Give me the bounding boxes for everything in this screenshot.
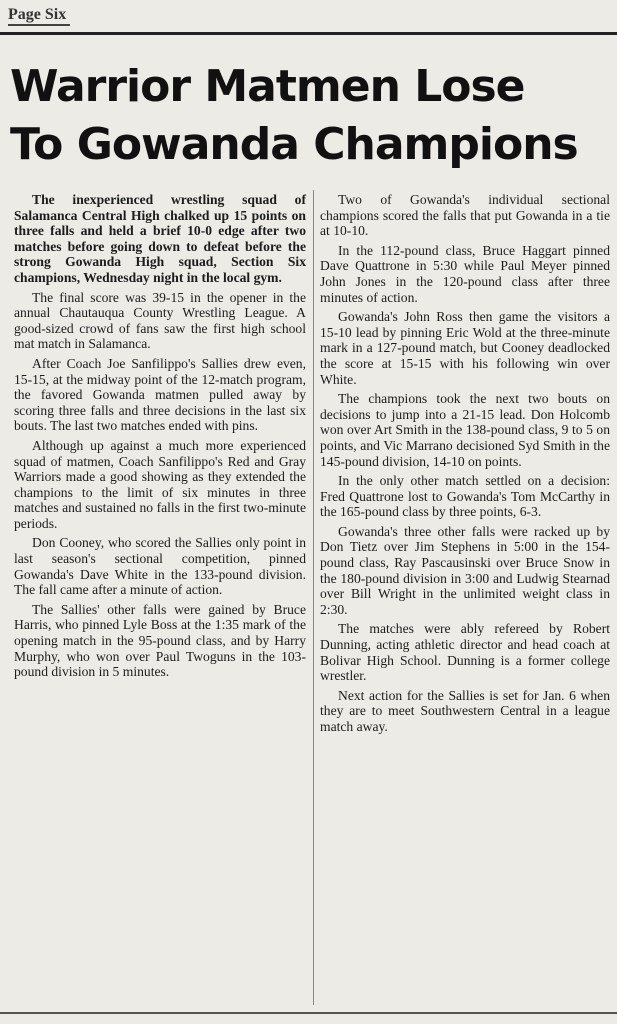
paragraph: Gowanda's three other falls were racked up by Don Tietz over Jim Stephens in 5:00 in the 154-pound class, Ray Pascausinski over Bruce Snow in the 180-pound division in 3:00 and Ludwig Stearnad over Bill Wright in the unlimited weight class in 2:30. — [320, 523, 610, 617]
paragraph: In the 112-pound class, Bruce Haggart pinned Dave Quattrone in 5:30 while Paul Meyer pinned John Jones in the 120-pound class after three minutes of action. — [320, 242, 610, 305]
paragraph: After Coach Joe Sanfilippo's Sallies drew even, 15-15, at the midway point of the 12-match program, the favored Gowanda matmen pulled away by scoring three falls and three decisions in the last six bouts. The last two matches ended with pins. — [14, 355, 306, 434]
right-column — [320, 192, 610, 739]
headline-line-1: Warrior Matmen Lose — [10, 61, 525, 112]
left-column — [14, 192, 306, 684]
paragraph: The final score was 39-15 in the opener in the annual Chautauqua County Wrestling League. A good-sized crowd of fans saw the first high school mat match in Salamanca. — [14, 289, 306, 352]
bottom-rule — [0, 1012, 617, 1014]
headline-line-2: To Gowanda Champions — [10, 119, 578, 170]
paragraph: The matches were ably refereed by Robert Dunning, acting athletic director and head coach at Bolivar High School. Dunning is a former college wrestler. — [320, 621, 610, 684]
page-label: Page Six — [8, 6, 70, 26]
paragraph: Next action for the Sallies is set for Jan. 6 when they are to meet Southwestern Central in a league match away. — [320, 687, 610, 734]
column-divider — [313, 190, 314, 1005]
headline — [10, 58, 610, 174]
paragraph: In the only other match settled on a decision: Fred Quattrone lost to Gowanda's Tom McCarthy in the 165-pound class by three points, 6-3. — [320, 473, 610, 520]
paragraph: Gowanda's John Ross then game the visitors a 15-10 lead by pinning Eric Wold at the three-minute mark in a 127-pound match, but Cooney deadlocked the score at 15-15 with his following win over White. — [320, 309, 610, 387]
paragraph: The champions took the next two bouts on decisions to jump into a 21-15 lead. Don Holcomb won over Art Smith in the 138-pound class, 9 to 5 on points, and Vic Marrano decisioned Syd Smith in the 145-pound division, 14-10 on points. — [320, 391, 610, 469]
paragraph: Don Cooney, who scored the Sallies only point in last season's sectional competition, pinned Gowanda's Dave White in the 133-pound division. The fall came after a minute of action. — [14, 535, 306, 598]
paragraph: The Sallies' other falls were gained by Bruce Harris, who pinned Lyle Boss at the 1:35 mark of the opening match in the 95-pound class, and by Harry Murphy, who won over Paul Twoguns in the 103-pound division in 5 minutes. — [14, 601, 306, 680]
paragraph: Although up against a much more experienced squad of matmen, Coach Sanfilippo's Red and Gray Warriors made a good showing as they extended the champions to the limit of six minutes in three matches and sustained no falls in the first two-minute periods. — [14, 437, 306, 531]
top-rule — [0, 32, 617, 35]
paragraph: The inexperienced wrestling squad of Salamanca Central High chalked up 15 points on three falls and held a brief 10-0 edge after two matches before going down to defeat before the strong Gowanda High squad, Section Six champions, Wednesday night in the local gym. — [14, 192, 306, 285]
paragraph: Two of Gowanda's individual sectional champions scored the falls that put Gowanda in a tie at 10-10. — [320, 192, 610, 239]
